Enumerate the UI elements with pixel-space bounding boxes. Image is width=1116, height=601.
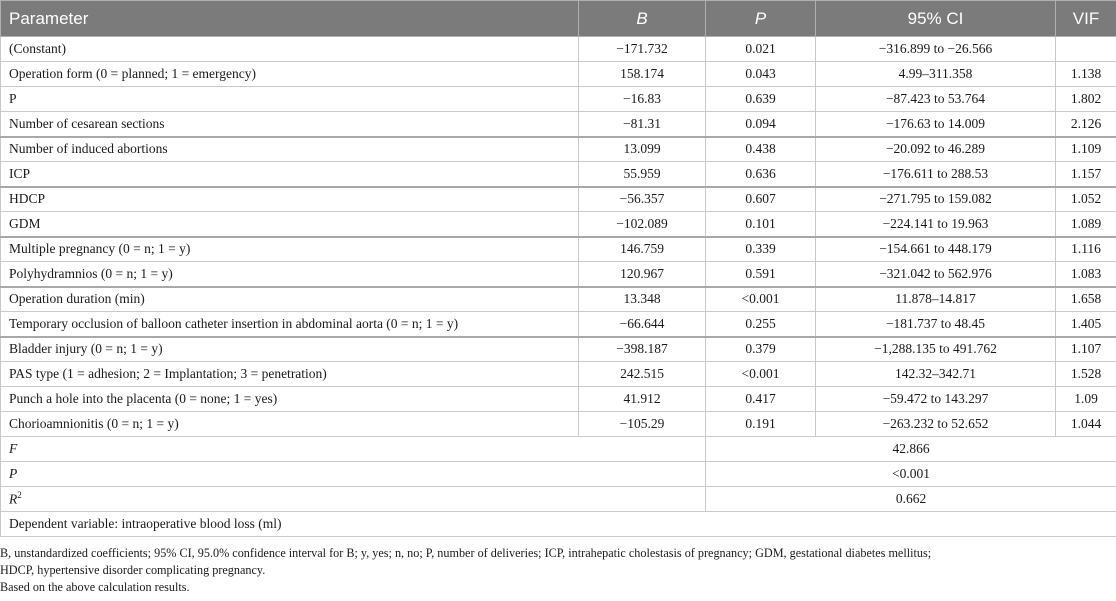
cell-parameter: Chorioamnionitis (0 = n; 1 = y) [1,412,579,437]
cell-parameter: Operation form (0 = planned; 1 = emergency) [1,62,579,87]
cell-parameter: Multiple pregnancy (0 = n; 1 = y) [1,237,579,262]
summary-p-label: P [1,462,706,487]
summary-row-r2 [1,487,1116,512]
cell-vif: 1.138 [1056,62,1116,87]
table-row [1,362,1116,387]
cell-b: −81.31 [579,112,706,137]
r2-label-text: R [9,491,18,507]
table-row [1,37,1116,62]
r2-superscript: 2 [17,490,22,501]
cell-ci: −176.63 to 14.009 [816,112,1056,137]
header-p: P [706,1,816,37]
table-row [1,87,1116,112]
cell-p: 0.639 [706,87,816,112]
cell-parameter: Number of induced abortions [1,137,579,162]
cell-ci: −316.899 to −26.566 [816,37,1056,62]
cell-p: 0.101 [706,212,816,237]
cell-ci: −271.795 to 159.082 [816,187,1056,212]
cell-parameter: Operation duration (min) [1,287,579,312]
cell-vif: 1.157 [1056,162,1116,187]
cell-ci: −176.611 to 288.53 [816,162,1056,187]
table-row [1,212,1116,237]
table-row [1,112,1116,137]
cell-parameter: (Constant) [1,37,579,62]
header-vif: VIF [1056,1,1116,37]
dependent-variable-row [1,512,1116,537]
cell-p: 0.191 [706,412,816,437]
cell-b: −171.732 [579,37,706,62]
cell-b: −56.357 [579,187,706,212]
cell-p: 0.636 [706,162,816,187]
cell-b: 242.515 [579,362,706,387]
cell-vif: 1.405 [1056,312,1116,337]
table-body [1,37,1116,537]
cell-b: −105.29 [579,412,706,437]
header-parameter: Parameter [1,1,579,37]
cell-vif: 1.083 [1056,262,1116,287]
cell-ci: −263.232 to 52.652 [816,412,1056,437]
summary-r2-label [1,487,706,512]
summary-p-value: <0.001 [706,462,1116,487]
cell-p: <0.001 [706,362,816,387]
cell-vif: 1.116 [1056,237,1116,262]
footnote-abbreviations: B, unstandardized coefficients; 95% CI, 95.0% confidence interval for B; y, yes; n, no; P, number of deliveries; ICP, intrahepatic cholestasis of pregnancy; GDM, gestational diabetes mellitus; [0,546,932,560]
table-row [1,187,1116,212]
summary-row-p [1,462,1116,487]
header-ci: 95% CI [816,1,1056,37]
cell-ci: 142.32–342.71 [816,362,1056,387]
cell-ci: 4.99–311.358 [816,62,1056,87]
cell-p: 0.379 [706,337,816,362]
cell-ci: −1,288.135 to 491.762 [816,337,1056,362]
footnote-calculation: Based on the above calculation results. [0,580,190,594]
table-row [1,287,1116,312]
cell-ci: −321.042 to 562.976 [816,262,1056,287]
table-row [1,312,1116,337]
cell-parameter: Temporary occlusion of balloon catheter insertion in abdominal aorta (0 = n; 1 = y) [1,312,579,337]
cell-parameter: GDM [1,212,579,237]
table-row [1,162,1116,187]
summary-row-f [1,437,1116,462]
cell-vif: 1.528 [1056,362,1116,387]
cell-ci: −87.423 to 53.764 [816,87,1056,112]
cell-b: 158.174 [579,62,706,87]
cell-vif: 1.802 [1056,87,1116,112]
summary-r2-value: 0.662 [706,487,1116,512]
table-row [1,387,1116,412]
footnote-hdcp: HDCP, hypertensive disorder complicating pregnancy. [0,563,266,577]
cell-p: 0.339 [706,237,816,262]
cell-b: 13.099 [579,137,706,162]
cell-vif: 1.658 [1056,287,1116,312]
cell-b: −398.187 [579,337,706,362]
cell-parameter: Polyhydramnios (0 = n; 1 = y) [1,262,579,287]
cell-vif [1056,37,1116,62]
cell-ci: −20.092 to 46.289 [816,137,1056,162]
cell-p: 0.255 [706,312,816,337]
cell-parameter: P [1,87,579,112]
dependent-variable-note: Dependent variable: intraoperative blood loss (ml) [1,512,1116,537]
cell-vif: 1.09 [1056,387,1116,412]
summary-f-label: F [1,437,706,462]
cell-p: <0.001 [706,287,816,312]
cell-ci: −154.661 to 448.179 [816,237,1056,262]
table-row [1,62,1116,87]
cell-p: 0.417 [706,387,816,412]
table-row [1,237,1116,262]
cell-parameter: ICP [1,162,579,187]
cell-p: 0.094 [706,112,816,137]
table-row [1,262,1116,287]
cell-b: 55.959 [579,162,706,187]
cell-ci: −181.737 to 48.45 [816,312,1056,337]
cell-vif: 1.052 [1056,187,1116,212]
cell-p: 0.021 [706,37,816,62]
cell-vif: 1.109 [1056,137,1116,162]
cell-b: 146.759 [579,237,706,262]
cell-b: −102.089 [579,212,706,237]
cell-parameter: Number of cesarean sections [1,112,579,137]
cell-p: 0.043 [706,62,816,87]
cell-ci: −224.141 to 19.963 [816,212,1056,237]
cell-p: 0.607 [706,187,816,212]
cell-vif: 1.044 [1056,412,1116,437]
cell-vif: 1.107 [1056,337,1116,362]
cell-b: −16.83 [579,87,706,112]
table-footnotes [0,545,1116,596]
table-row [1,337,1116,362]
table-row [1,412,1116,437]
cell-parameter: HDCP [1,187,579,212]
header-row [1,1,1116,37]
cell-b: 120.967 [579,262,706,287]
cell-parameter: Bladder injury (0 = n; 1 = y) [1,337,579,362]
header-b: B [579,1,706,37]
cell-vif: 1.089 [1056,212,1116,237]
cell-b: 41.912 [579,387,706,412]
summary-f-value: 42.866 [706,437,1116,462]
cell-parameter: Punch a hole into the placenta (0 = none; 1 = yes) [1,387,579,412]
cell-parameter: PAS type (1 = adhesion; 2 = Implantation; 3 = penetration) [1,362,579,387]
cell-ci: −59.472 to 143.297 [816,387,1056,412]
table-row [1,137,1116,162]
cell-b: 13.348 [579,287,706,312]
cell-p: 0.438 [706,137,816,162]
cell-vif: 2.126 [1056,112,1116,137]
cell-b: −66.644 [579,312,706,337]
table-header [1,1,1116,37]
cell-ci: 11.878–14.817 [816,287,1056,312]
cell-p: 0.591 [706,262,816,287]
